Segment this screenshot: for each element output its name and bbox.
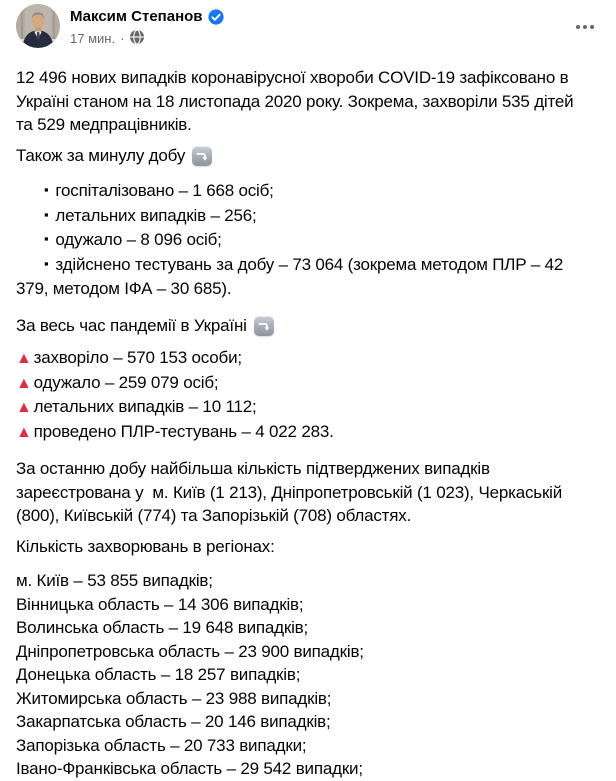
pandemic-heading-text: За весь час пандемії в Україні (16, 315, 247, 335)
region-item: Вінницька область – 14 306 випадків; (16, 594, 304, 614)
region-item: Житомирська область – 23 988 випадків; (16, 688, 332, 708)
region-item: Запорізька область – 20 733 випадки; (16, 735, 307, 755)
bullet-square-icon: ▪ (44, 206, 49, 222)
arrow-curving-down-icon (192, 146, 212, 166)
header-info (70, 4, 224, 48)
pandemic-heading (16, 314, 576, 338)
pandemic-stat-item (16, 395, 576, 420)
daily-stat-text: госпіталізовано – 1 668 осіб; (55, 181, 274, 200)
daily-stat-text: одужало – 8 096 осіб; (55, 230, 222, 249)
timestamp[interactable]: 17 мин. (70, 31, 116, 46)
avatar[interactable] (16, 4, 60, 48)
region-item: Донецька область – 18 257 випадків; (16, 665, 301, 684)
daily-stat-text: здійснено тестувань за добу – 73 064 (зокрема методом ПЛР – 42 379, методом ІФА – 30 685). (16, 254, 568, 298)
daily-stat-text: летальних випадків – 256; (55, 205, 257, 225)
pandemic-stats-list (16, 346, 600, 444)
red-triangle-icon: ▲ (16, 399, 32, 416)
region-item: м. Київ – 53 855 випадків; (16, 571, 213, 590)
post-content (0, 66, 616, 781)
region-item: Волинська область – 19 648 випадків; (16, 618, 309, 637)
daily-stat-item (16, 179, 576, 204)
post-meta (70, 29, 224, 48)
post-header (0, 0, 616, 48)
more-options-button[interactable] (570, 16, 600, 38)
profile-photo (16, 4, 60, 48)
bullet-square-icon: ▪ (44, 255, 49, 271)
daily-heading (16, 144, 576, 168)
red-triangle-icon: ▲ (16, 374, 32, 392)
regions-list (16, 569, 600, 781)
bullet-square-icon: ▪ (44, 182, 49, 197)
daily-heading-text: Також за минулу добу (16, 145, 186, 165)
pandemic-stat-text: захворіло – 570 153 особи; (33, 348, 242, 367)
pandemic-stat-text: летальних випадків – 10 112; (33, 397, 257, 416)
pandemic-stat-text: проведено ПЛР-тестувань – 4 022 283. (33, 421, 334, 441)
pandemic-stat-item (16, 420, 576, 445)
daily-stat-item (16, 228, 576, 253)
pandemic-stat-item (16, 371, 576, 396)
bullet-square-icon: ▪ (44, 231, 49, 246)
meta-separator: · (120, 31, 125, 46)
ellipsis-more-icon (574, 23, 596, 31)
verified-badge-icon (208, 9, 224, 25)
pandemic-stat-item (16, 346, 576, 371)
intro-paragraph: 12 496 нових випадків коронавірусної хвороби COVID-19 зафіксовано в Україні станом на 18 листопада 2020 року. Зокрема, захворіли 535 дітей та 529 медпрацівників. (16, 68, 578, 134)
red-triangle-icon: ▲ (16, 423, 32, 441)
arrow-curving-down-icon (254, 316, 274, 336)
author-name: Максим Степанов (70, 8, 203, 25)
daily-stat-item (16, 253, 576, 301)
pandemic-stat-text: одужало – 259 079 осіб; (33, 372, 219, 392)
regions-heading: Кількість захворювань в регіонах: (16, 536, 275, 556)
red-triangle-icon: ▲ (16, 350, 32, 367)
daily-stats-list (16, 179, 600, 301)
region-item: Дніпропетровська область – 23 900 випадків; (16, 641, 364, 661)
globe-public-icon (129, 29, 145, 48)
region-item: Івано-Франківська область – 29 542 випадки; (16, 759, 363, 778)
daily-stat-item (16, 204, 576, 229)
regions-intro-paragraph: За останню добу найбільша кількість підтверджених випадків зареєстрована у м. Київ (1 213), Дніпропетровській (1 023), Черкаській (800), Київській (774) та Запорізькій (708) областях. (16, 459, 567, 525)
author-name-link[interactable] (70, 8, 224, 25)
region-item: Закарпатська область – 20 146 випадків; (16, 712, 331, 731)
